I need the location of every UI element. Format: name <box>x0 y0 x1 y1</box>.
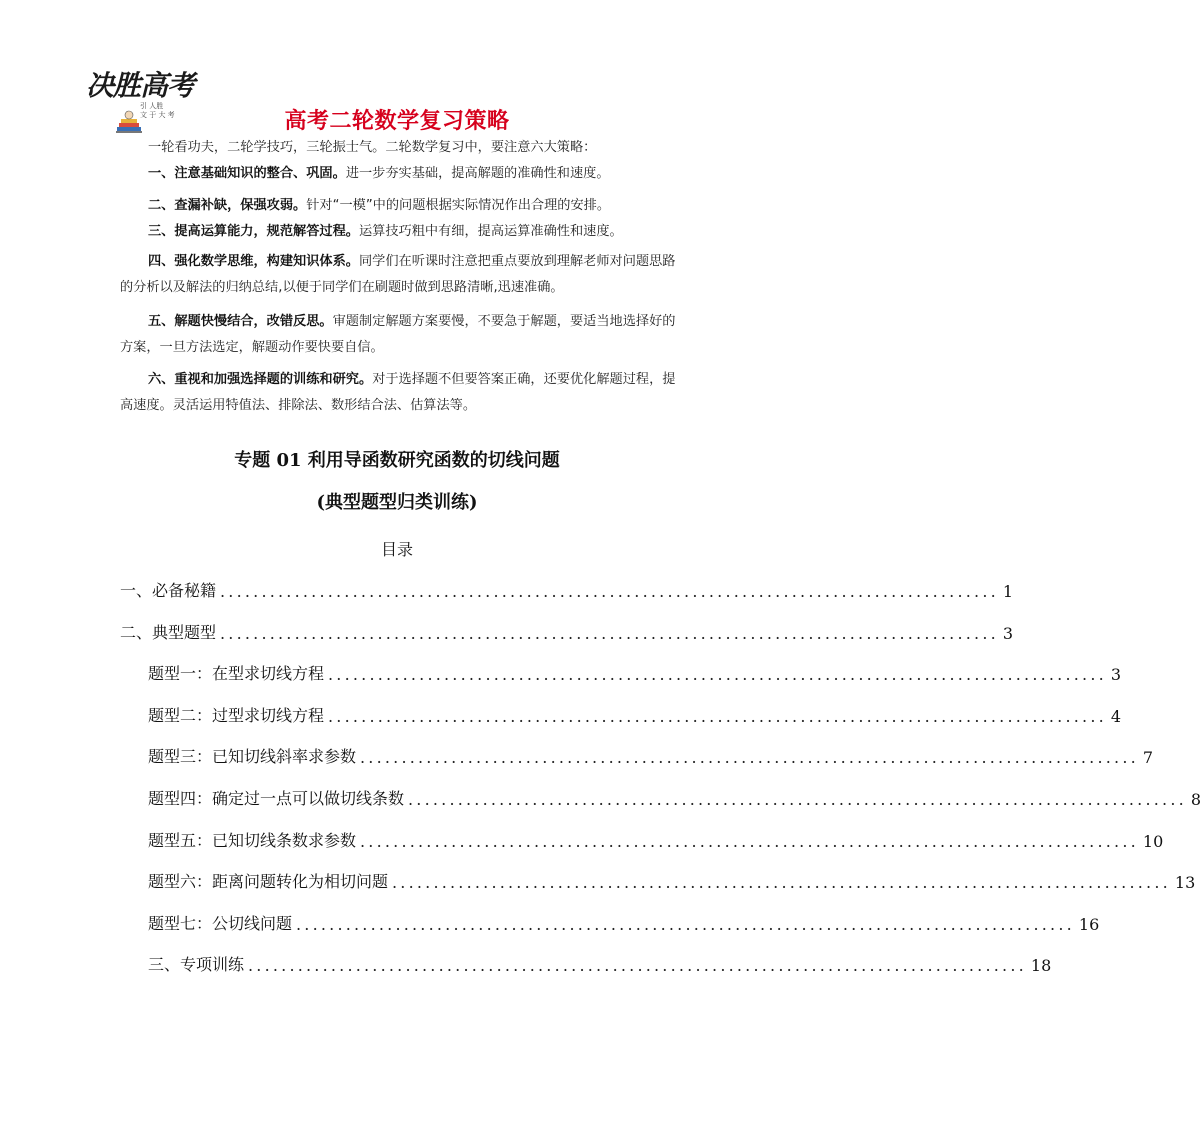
toc-item-label: 二、典型题型 <box>120 623 217 642</box>
strategy-5-text: 审题制定解题方案要慢，不要急于解题，要适当地选择好的方案，一旦方法选定，解题动作要快要自信。 <box>120 314 676 355</box>
toc-leader-dots: .............................................................................................. <box>220 582 999 601</box>
strategy-5 <box>120 309 680 361</box>
toc-item-label: 题型三：已知切线斜率求参数 <box>148 747 357 766</box>
toc-item-page: 4 <box>1110 707 1122 726</box>
toc-item-label: 题型七：公切线问题 <box>148 914 293 933</box>
strategy-5-heading: 五、解题快慢结合，改错反思。 <box>148 314 333 329</box>
toc-leader-dots: .............................................................................................. <box>296 915 1075 934</box>
subject-title: 专题 01 利用导函数研究函数的切线问题 <box>234 450 560 471</box>
toc-item-3[interactable] <box>148 658 1122 684</box>
toc-leader-dots: .............................................................................................. <box>328 707 1107 726</box>
toc-item-page: 13 <box>1174 873 1196 892</box>
toc-item-label: 一、必备秘籍 <box>120 581 217 600</box>
strategy-2 <box>120 193 680 219</box>
intro-paragraph <box>120 135 680 161</box>
toc-leader-dots: .............................................................................................. <box>248 956 1027 975</box>
toc-item-label: 题型四：确定过一点可以做切线条数 <box>148 789 405 808</box>
toc-item-9[interactable] <box>148 908 1100 934</box>
strategy-3-text: 运算技巧粗中有细，提高运算准确性和速度。 <box>359 224 623 239</box>
logo-caption-line-2: 文 于 大 考 <box>140 111 175 119</box>
toc-item-page: 18 <box>1030 956 1052 975</box>
toc-item-label: 题型二：过型求切线方程 <box>148 706 325 725</box>
toc-item-page: 3 <box>1002 624 1014 643</box>
strategy-4 <box>120 249 680 301</box>
strategy-4-text: 同学们在听课时注意把重点要放到理解老师对问题思路的分析以及解法的归纳总结,以便于同学们在刷题时做到思路清晰,迅速准确。 <box>120 254 676 295</box>
toc-leader-dots: .............................................................................................. <box>360 832 1139 851</box>
strategy-6 <box>120 367 680 419</box>
strategy-6-heading: 六、重视和加强选择题的训练和研究。 <box>148 372 373 387</box>
toc-item-4[interactable] <box>148 700 1122 726</box>
main-title: 高考二轮数学复习策略 <box>284 109 510 134</box>
strategy-1 <box>120 161 680 187</box>
toc-item-2[interactable] <box>120 617 1014 643</box>
toc-leader-dots: .............................................................................................. <box>220 624 999 643</box>
toc-leader-dots: .............................................................................................. <box>408 790 1187 809</box>
subject-subtitle: (典型题型归类训练) <box>316 492 478 513</box>
strategy-1-text: 进一步夯实基础，提高解题的准确性和速度。 <box>345 166 610 181</box>
toc-item-label: 三、专项训练 <box>148 955 245 974</box>
logo-caption-line-1: 引 人胜 <box>140 102 164 110</box>
toc-item-10[interactable] <box>148 949 1052 975</box>
toc-heading: 目录 <box>380 540 413 559</box>
toc-item-page: 16 <box>1078 915 1100 934</box>
strategy-4-heading: 四、强化数学思维，构建知识体系。 <box>148 254 359 269</box>
toc-item-1[interactable] <box>120 575 1014 601</box>
toc-item-page: 7 <box>1142 748 1154 767</box>
strategy-2-text: 针对“一模”中的问题根据实际情况作出合理的安排。 <box>306 198 611 213</box>
intro-text: 一轮看功夫，二轮学技巧，三轮振士气。二轮数学复习中，要注意六大策略： <box>148 140 597 155</box>
toc-leader-dots: .............................................................................................. <box>328 665 1107 684</box>
toc-item-label: 题型五：已知切线条数求参数 <box>148 831 357 850</box>
toc-item-page: 3 <box>1110 665 1122 684</box>
strategy-3-heading: 三、提高运算能力，规范解答过程。 <box>148 224 359 239</box>
toc-item-page: 1 <box>1002 582 1014 601</box>
toc-item-6[interactable] <box>148 783 1201 809</box>
strategy-3 <box>120 219 680 245</box>
strategy-1-heading: 一、注意基础知识的整合、巩固。 <box>148 166 346 181</box>
toc-item-5[interactable] <box>148 741 1154 767</box>
toc-item-8[interactable] <box>148 866 1196 892</box>
toc-item-page: 10 <box>1142 832 1164 851</box>
toc-leader-dots: .............................................................................................. <box>392 873 1171 892</box>
toc-item-label: 题型一：在型求切线方程 <box>148 664 325 683</box>
logo-text: 决胜高考 <box>86 69 195 102</box>
strategy-2-heading: 二、查漏补缺，保强攻弱。 <box>148 198 307 213</box>
toc-item-page: 8 <box>1190 790 1201 809</box>
toc-leader-dots: .............................................................................................. <box>360 748 1139 767</box>
strategy-6-text: 对于选择题不但要答案正确，还要优化解题过程，提高速度。灵活运用特值法、排除法、数形结合法、估算法等。 <box>120 372 676 413</box>
toc-item-7[interactable] <box>148 825 1164 851</box>
toc-item-label: 题型六：距离问题转化为相切问题 <box>148 872 389 891</box>
